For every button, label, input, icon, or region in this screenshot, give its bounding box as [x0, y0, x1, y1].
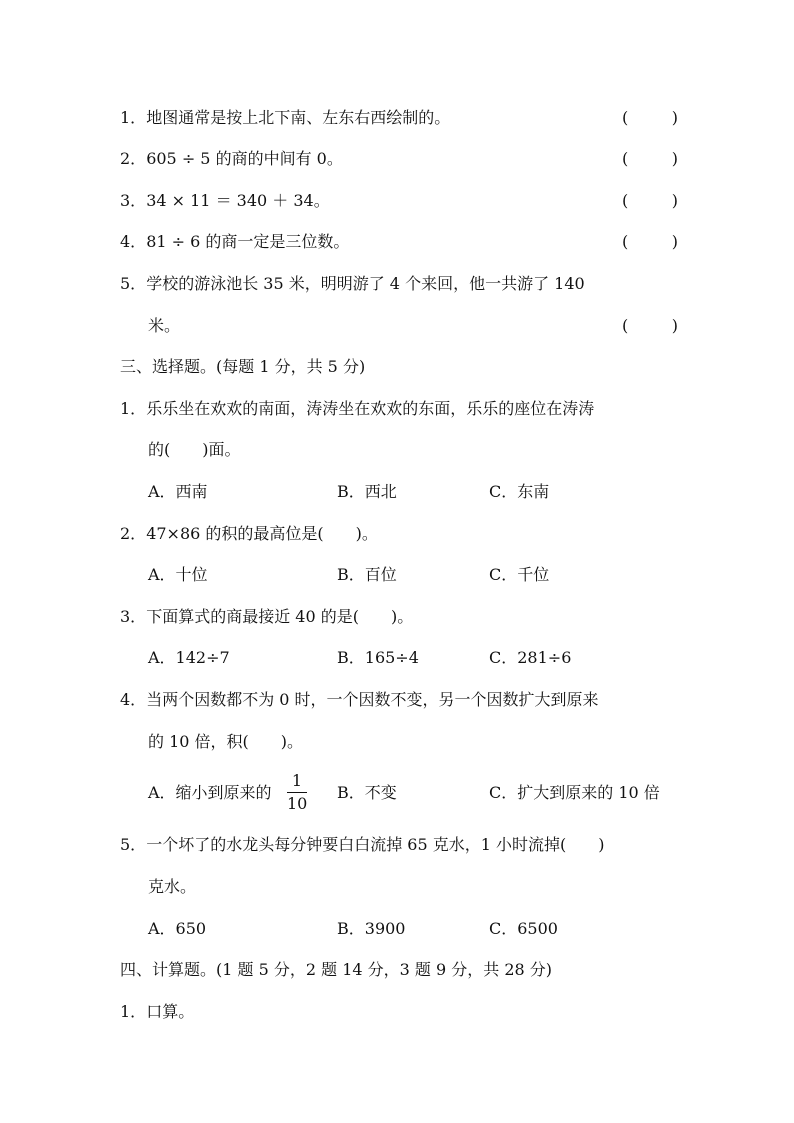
choice-question-3: [120, 605, 413, 629]
judge-question-5: [120, 272, 585, 296]
option-c[interactable]: C．东南: [489, 482, 550, 501]
option-b[interactable]: B．3900: [337, 919, 406, 938]
question-text: 口算。: [146, 1002, 195, 1021]
choice-question-2: [120, 522, 378, 546]
question-number: 1．: [120, 399, 147, 418]
question-text: 34 × 11 ＝ 340 ＋ 34。: [146, 191, 330, 210]
question-number: 2．: [120, 524, 147, 543]
option-a[interactable]: A．142÷7: [148, 648, 230, 667]
question-number: 3．: [120, 607, 147, 626]
answer-parentheses-2[interactable]: ( ): [622, 149, 678, 168]
question-text: 47×86 的积的最高位是( )。: [146, 524, 378, 543]
question-number: 1．: [120, 108, 147, 127]
option-b[interactable]: B．165÷4: [337, 648, 419, 667]
option-b[interactable]: B．百位: [337, 565, 397, 584]
section-title-choice: 三、选择题。(每题 1 分，共 5 分): [120, 357, 366, 376]
fraction-bar: [287, 792, 307, 793]
question-number: 2．: [120, 149, 147, 168]
question-text: 地图通常是按上北下南、左东右西绘制的。: [146, 108, 451, 127]
answer-parentheses-5[interactable]: ( ): [622, 316, 678, 335]
question-number: 4．: [120, 232, 147, 251]
question-text: 81 ÷ 6 的商一定是三位数。: [146, 232, 350, 251]
answer-parentheses-1[interactable]: ( ): [622, 108, 678, 127]
answer-parentheses-4[interactable]: ( ): [622, 232, 678, 251]
question-number: 5．: [120, 274, 147, 293]
option-c[interactable]: C．扩大到原来的 10 倍: [489, 783, 660, 802]
answer-parentheses-3[interactable]: ( ): [622, 191, 678, 210]
option-a[interactable]: A．650: [148, 919, 207, 938]
question-text: 一个坏了的水龙头每分钟要白白流掉 65 克水，1 小时流掉( ): [146, 835, 605, 854]
option-b[interactable]: B．西北: [337, 482, 397, 501]
judge-question-1: [120, 106, 450, 130]
section-title-calculation: 四、计算题。(1 题 5 分，2 题 14 分，3 题 9 分，共 28 分): [120, 960, 553, 979]
calculation-question-1: [120, 1000, 194, 1024]
judge-question-4: [120, 230, 349, 254]
option-a[interactable]: A．缩小到原来的: [148, 783, 272, 802]
choice-question-1: [120, 397, 594, 421]
question-text: 乐乐坐在欢欢的南面，涛涛坐在欢欢的东面，乐乐的座位在涛涛: [146, 399, 595, 418]
question-text: 605 ÷ 5 的商的中间有 0。: [146, 149, 343, 168]
option-a[interactable]: A．西南: [148, 482, 208, 501]
question-text: 学校的游泳池长 35 米，明明游了 4 个来回，他一共游了 140: [146, 274, 585, 293]
option-a[interactable]: A．十位: [148, 565, 208, 584]
question-number: 3．: [120, 191, 147, 210]
question-number: 4．: [120, 690, 147, 709]
question-text: 当两个因数都不为 0 时，一个因数不变，另一个因数扩大到原来: [146, 690, 599, 709]
judge-question-3: [120, 189, 330, 213]
option-c[interactable]: C．281÷6: [489, 648, 572, 667]
question-text: 下面算式的商最接近 40 的是( )。: [146, 607, 414, 626]
judge-question-2: [120, 147, 343, 171]
judge-question-5-continued: 米。: [148, 316, 181, 335]
option-c[interactable]: C．6500: [489, 919, 558, 938]
choice-question-4-continued: 的 10 倍，积( )。: [148, 732, 304, 751]
question-number: 5．: [120, 835, 147, 854]
fraction-one-tenth: [287, 771, 307, 814]
option-c[interactable]: C．千位: [489, 565, 550, 584]
choice-question-1-continued: 的( )面。: [148, 440, 241, 459]
fraction-denominator: 10: [287, 794, 308, 813]
option-b[interactable]: B．不变: [337, 783, 397, 802]
choice-question-5: [120, 833, 604, 857]
fraction-numerator: 1: [291, 771, 303, 790]
question-number: 1．: [120, 1002, 147, 1021]
choice-question-4: [120, 688, 599, 712]
choice-question-5-continued: 克水。: [148, 877, 197, 896]
